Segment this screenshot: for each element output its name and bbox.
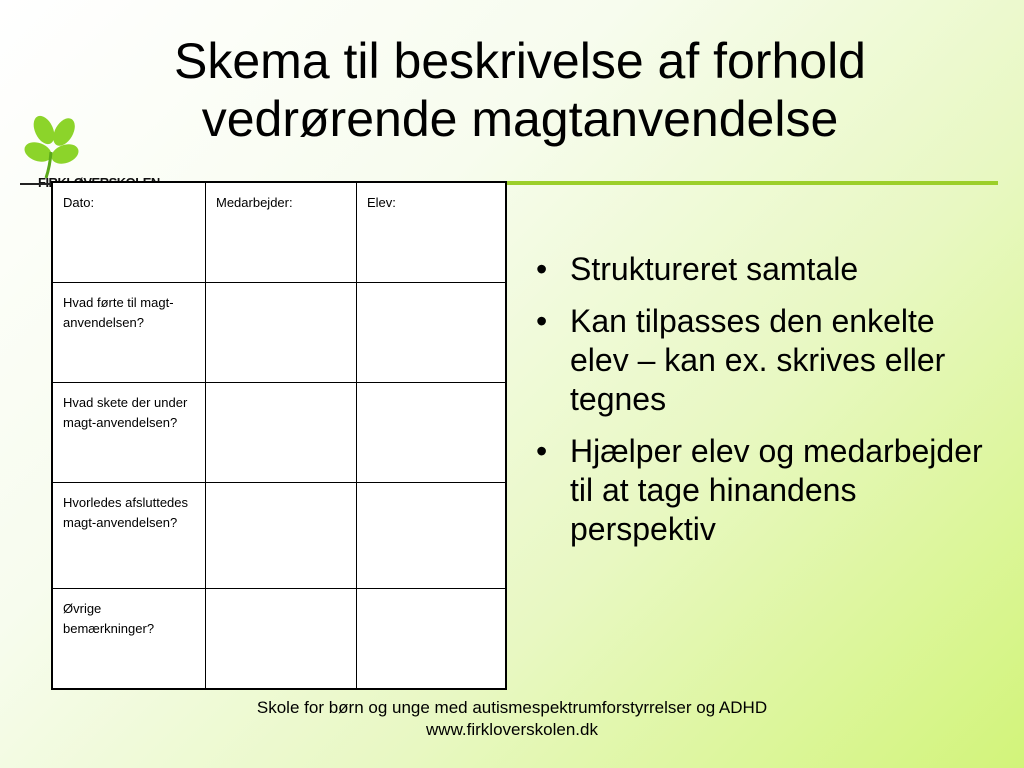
table-cell-empty xyxy=(357,382,507,482)
footer-tagline: Skole for børn og unge med autismespektrumforstyrrelser og ADHD xyxy=(256,698,768,717)
bullet-item xyxy=(530,432,1000,549)
table-row xyxy=(52,382,506,482)
footer-url: www.firkloverskolen.dk xyxy=(426,720,598,739)
row-label: Hvad skete der under magt-anvendelsen? xyxy=(52,382,206,482)
bullet-item xyxy=(530,302,1000,419)
bullet-dot-icon: • xyxy=(536,303,548,339)
row-label: Hvad førte til magt-anvendelsen? xyxy=(52,282,206,382)
bullet-dot-icon: • xyxy=(536,251,548,287)
header-cell-date: Dato: xyxy=(52,182,206,282)
slide-title xyxy=(40,32,1000,148)
row-label: Hvorledes afsluttedes magt-anvendelsen? xyxy=(52,482,206,588)
bullet-text: Kan tilpasses den enkelte elev – kan ex. skrives eller tegnes xyxy=(570,303,946,417)
table-cell-empty xyxy=(357,588,507,689)
slide-footer xyxy=(0,697,1024,741)
slide-title-line-1: Skema til beskrivelse af forhold xyxy=(174,33,866,89)
table-row xyxy=(52,282,506,382)
row-label: Øvrige bemærkninger? xyxy=(52,588,206,689)
bullet-list xyxy=(530,250,1000,562)
bullet-item xyxy=(530,250,1000,289)
table-cell-empty xyxy=(206,482,357,588)
table-cell-empty xyxy=(206,382,357,482)
incident-form-table xyxy=(51,181,507,690)
table-cell-empty xyxy=(206,588,357,689)
table-cell-empty xyxy=(357,282,507,382)
table-row xyxy=(52,588,506,689)
bullet-text: Hjælper elev og medarbejder til at tage hinandens perspektiv xyxy=(570,433,983,547)
bullet-text: Struktureret samtale xyxy=(570,251,859,287)
table-cell-empty xyxy=(206,282,357,382)
table-row xyxy=(52,482,506,588)
header-cell-student: Elev: xyxy=(357,182,507,282)
table-header-row xyxy=(52,182,506,282)
table-cell-empty xyxy=(357,482,507,588)
header-cell-staff: Medarbejder: xyxy=(206,182,357,282)
bullet-dot-icon: • xyxy=(536,433,548,469)
slide-title-line-2: vedrørende magtanvendelse xyxy=(201,91,839,147)
